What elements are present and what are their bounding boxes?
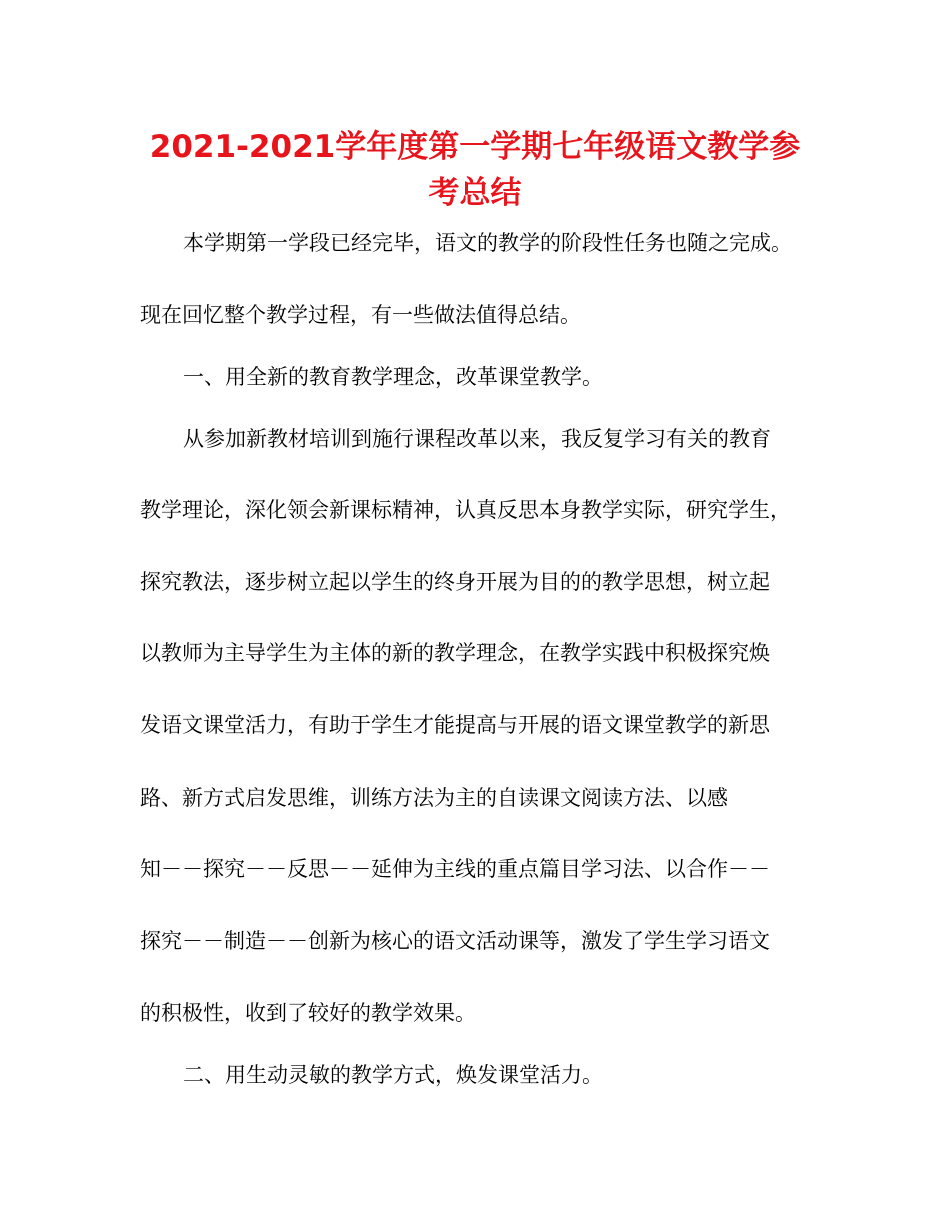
paragraph-line: 发语文课堂活力，有助于学生才能提高与开展的语文课堂教学的新思 xyxy=(140,713,770,737)
paragraph-line: 探究－－制造－－创新为核心的语文活动课等，激发了学生学习语文 xyxy=(140,929,770,953)
paragraph-line: 路、新方式启发思维，训练方法为主的自读课文阅读方法、以感 xyxy=(140,786,728,810)
paragraph-intro-line-2: 现在回忆整个教学过程，有一些做法值得总结。 xyxy=(140,303,581,327)
paragraph-line: 以教师为主导学生为主体的新的教学理念，在教学实践中积极探究焕 xyxy=(140,641,770,665)
section-heading-1: 一、用全新的教育教学理念，改革课堂教学。 xyxy=(183,365,603,389)
paragraph-line: 知－－探究－－反思－－延伸为主线的重点篇目学习法、以合作－－ xyxy=(140,857,770,881)
document-title-line-2: 考总结 xyxy=(428,175,522,211)
paragraph-line: 教学理论，深化领会新课标精神，认真反思本身教学实际，研究学生， xyxy=(140,498,791,522)
section-heading-2: 二、用生动灵敏的教学方式，焕发课堂活力。 xyxy=(183,1063,603,1087)
paragraph-line: 的积极性，收到了较好的教学效果。 xyxy=(140,1001,476,1025)
paragraph-line: 从参加新教材培训到施行课程改革以来，我反复学习有关的教育 xyxy=(183,427,771,451)
paragraph-line: 探究教法，逐步树立起以学生的终身开展为目的的教学思想，树立起 xyxy=(140,570,770,594)
paragraph-intro-line-1: 本学期第一学段已经完毕，语文的教学的阶段性任务也随之完成。 xyxy=(183,231,792,255)
document-title-line-1: 2021-2021学年度第一学期七年级语文教学参 xyxy=(149,129,801,165)
